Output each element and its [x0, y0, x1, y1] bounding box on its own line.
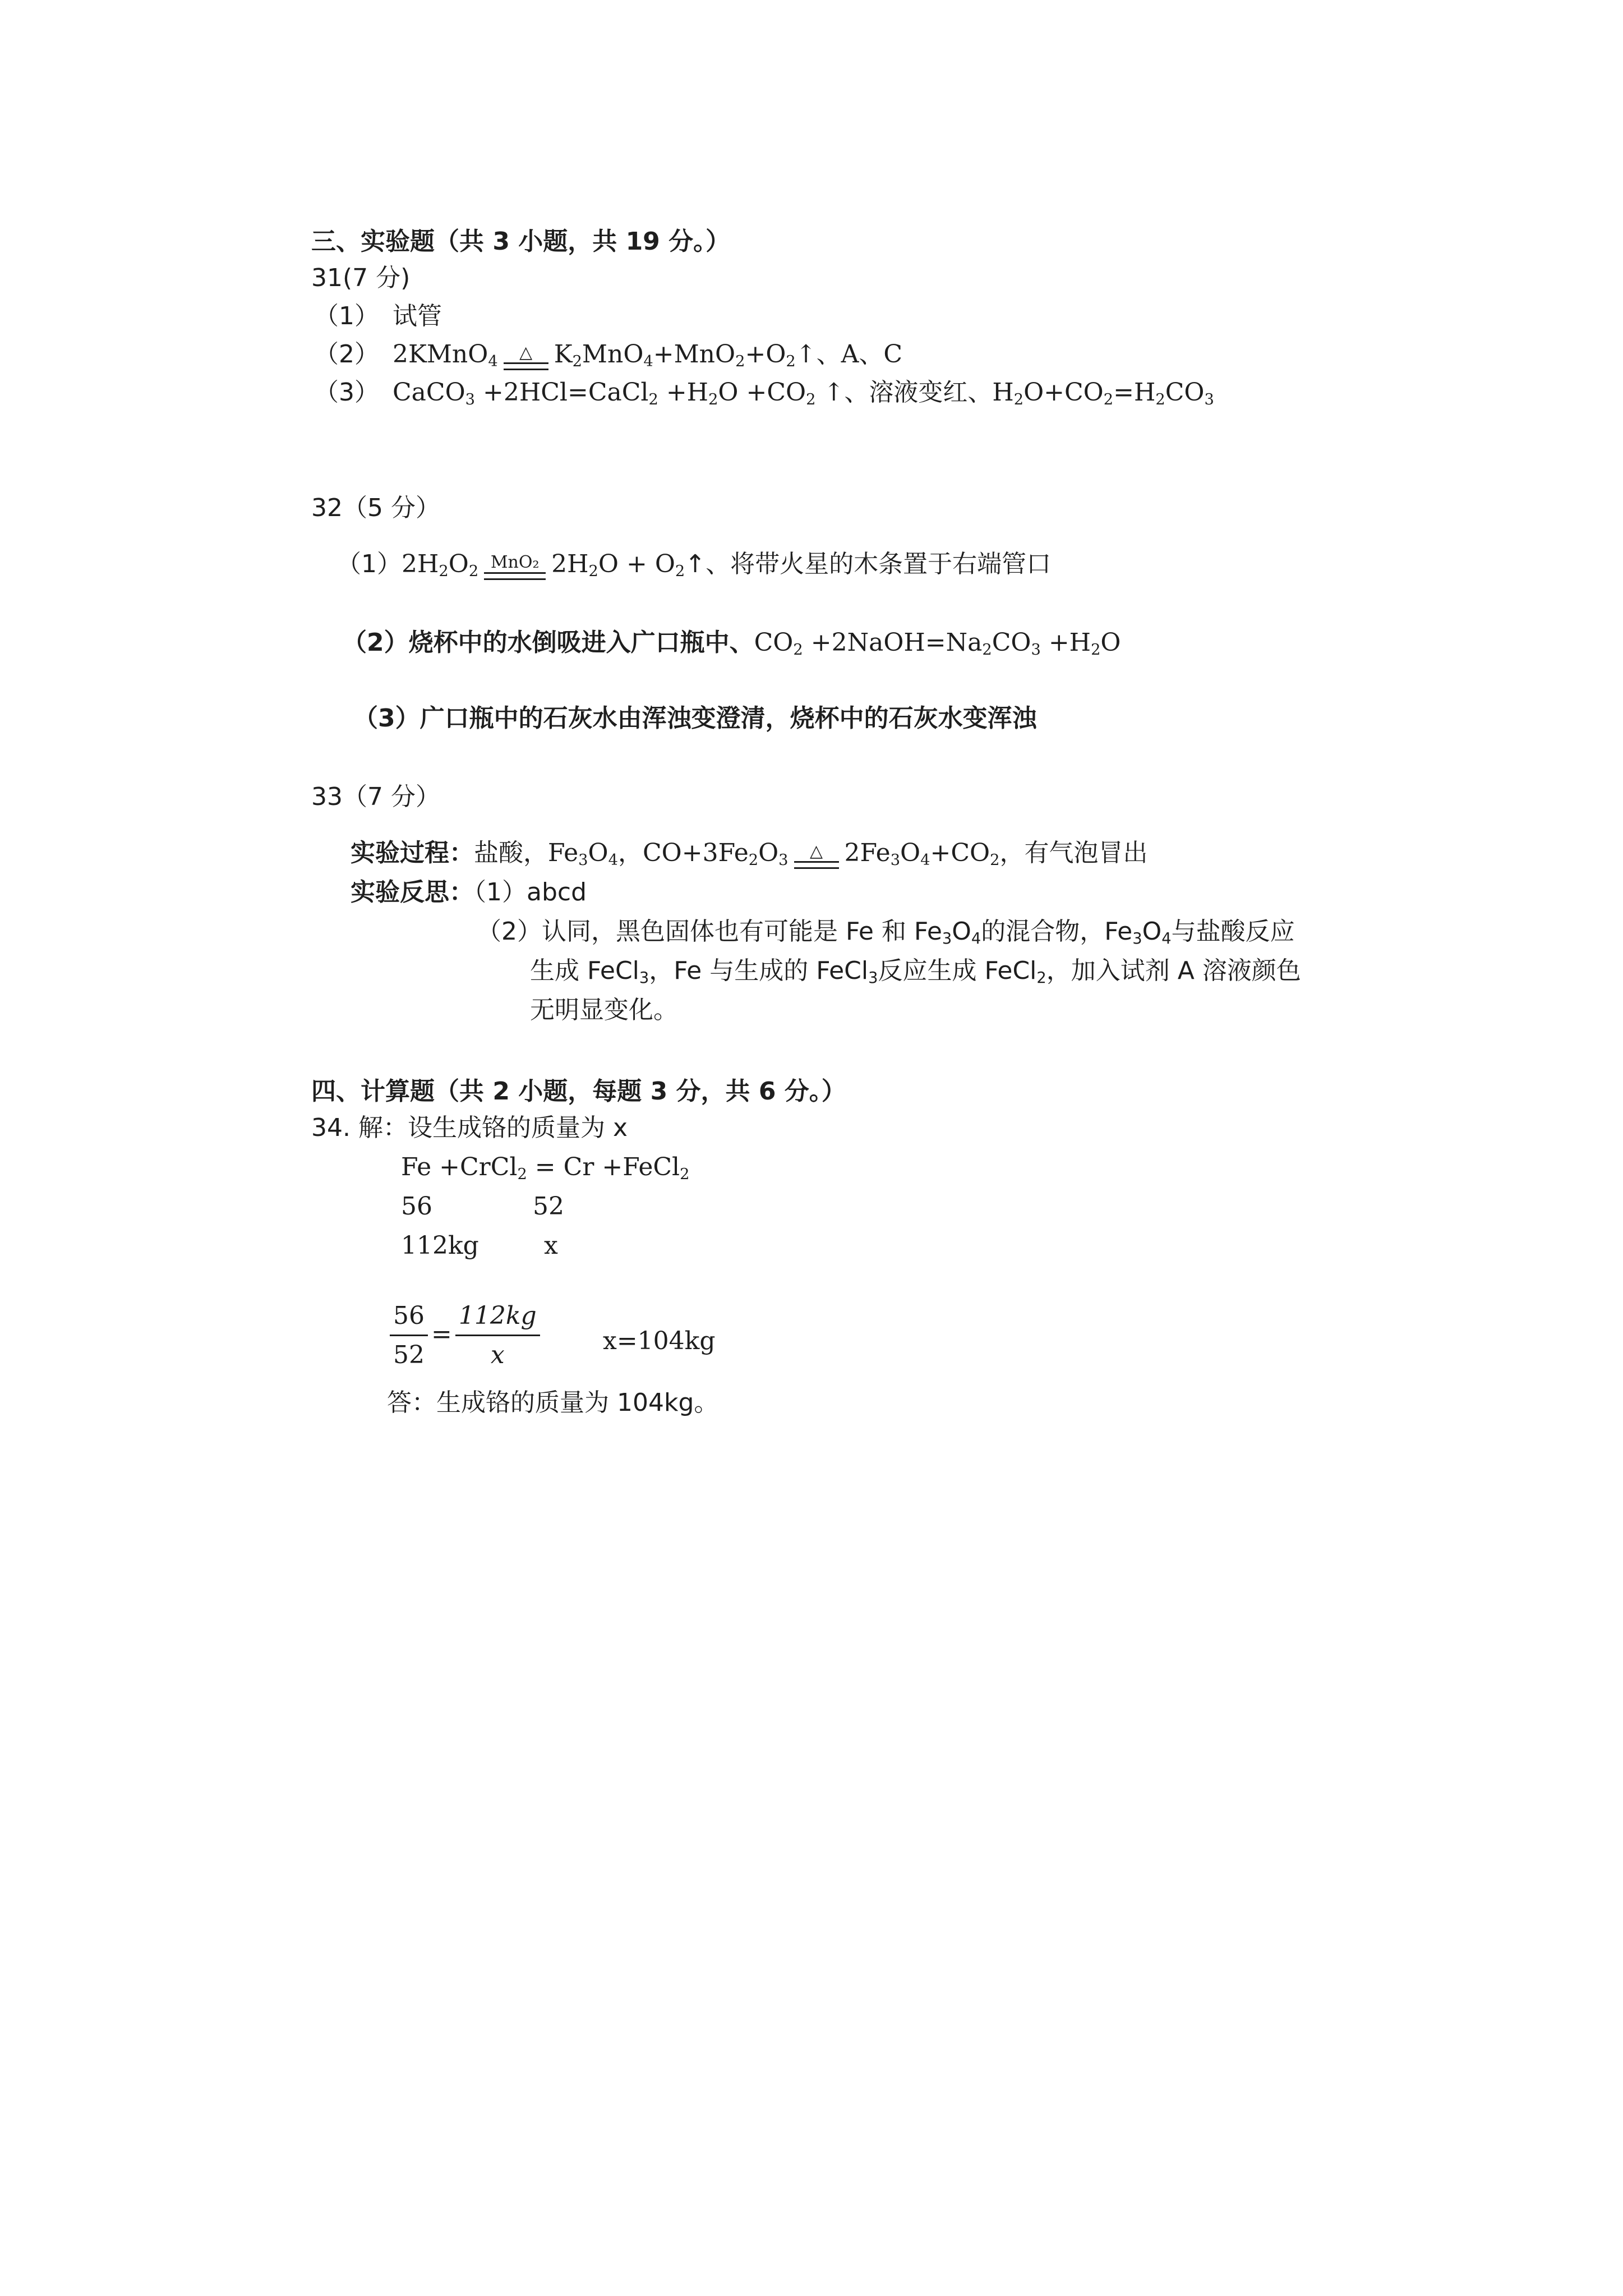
part-number: （2）	[314, 340, 379, 369]
q34-answer: 答：生成铬的质量为 104kg。	[387, 1388, 719, 1417]
q33-reflection-1: 实验反思：（1）abcd	[351, 878, 587, 907]
section-3-title: 三、实验题（共 3 小题，共 19 分。）	[311, 227, 731, 256]
q32-part-2: （2）烧杯中的水倒吸进入广口瓶中、$CO_2$ $+2NaOH=Na_2CO_3 +H_2O$	[342, 628, 1121, 659]
q31-part-2	[314, 340, 902, 375]
reaction-equation: $2H_2O_2$ MnO₂ $2H_2O + O_2$	[402, 550, 685, 580]
q33-reflection-2-line-3: 无明显变化。	[530, 996, 678, 1024]
q34-ratio-row-1-b: 52	[533, 1192, 564, 1221]
q31-header: 31(7 分)	[311, 264, 411, 292]
fraction: $\frac{112kg}{x}$	[455, 1301, 540, 1370]
part-number: （1）	[314, 302, 379, 330]
q32-part-3: （3）广口瓶中的石灰水由浑浊变澄清，烧杯中的石灰水变浑浊	[353, 704, 1037, 733]
part-number: （3）	[314, 378, 379, 407]
q31-part-1	[314, 302, 442, 332]
reaction-equation: 2KMnO$_4$ △ $K_2MnO_4+MnO_2+O_2↑$、A、C	[393, 340, 903, 370]
heat-condition: △	[504, 344, 548, 370]
q32-header: 32（5 分）	[311, 494, 440, 522]
q34-ratio-row-2-b: x	[544, 1231, 558, 1260]
q33-process: 实验过程：盐酸，$Fe_3O_4$，$CO+3Fe_2O_3$ △ $2Fe_3O_4+CO_2$，有气泡冒出	[351, 839, 1148, 869]
q34-result: x=104kg	[603, 1327, 716, 1355]
section-4-title: 四、计算题（共 2 小题，每题 3 分，共 6 分。）	[311, 1077, 846, 1106]
reaction-equation: $CO_2$ $+2NaOH=Na_2CO_3 +H_2O$	[754, 628, 1121, 659]
fraction: $\frac{56}{52}$	[390, 1301, 428, 1370]
q32-part-1: $(1)2H_2O_2$ MnO₂ $2H_2O$ + $O_2↑$、将带火星的木条置于右端管口	[336, 550, 1052, 580]
q34-ratio-row-2: 112kg	[401, 1231, 479, 1260]
q34-equation: Fe +CrCl$_2$ = Cr +FeCl$_2$	[401, 1153, 690, 1183]
q34-proportion: $\frac{56}{52}$ = $\frac{112kg}{x}$	[390, 1301, 540, 1370]
heat-condition: △	[794, 843, 839, 869]
q31-part-3	[314, 378, 1214, 408]
part-answer: 试管	[393, 302, 442, 330]
part-number: （1）	[336, 550, 402, 578]
catalyst-condition: MnO₂	[484, 554, 546, 580]
q33-reflection-2-line-2: 生成 FeCl$_3$，Fe 与生成的 FeCl$_3$反应生成 FeCl$_2$，加入试剂 A 溶液颜色	[530, 956, 1301, 987]
q34-intro: 34. 解：设生成铬的质量为 x	[311, 1114, 628, 1142]
q33-reflection-2-line-1: （2）认同，黑色固体也有可能是 Fe 和 $Fe_3O_4$的混合物，$Fe_3O_4$与盐酸反应	[477, 917, 1295, 947]
reaction-equation: CaCO$_3$ +2HCl=CaCl$_2$ $+H_2O +CO_2$ ↑、溶液变红、$H_2O+CO_2=H_2CO_3$	[393, 378, 1214, 408]
q33-header: 33（7 分）	[311, 783, 440, 811]
reaction-equation: $CO+3Fe_2O_3$ △ $2Fe_3O_4+CO_2$	[642, 839, 1000, 869]
q34-ratio-row-1: 56	[401, 1192, 432, 1221]
